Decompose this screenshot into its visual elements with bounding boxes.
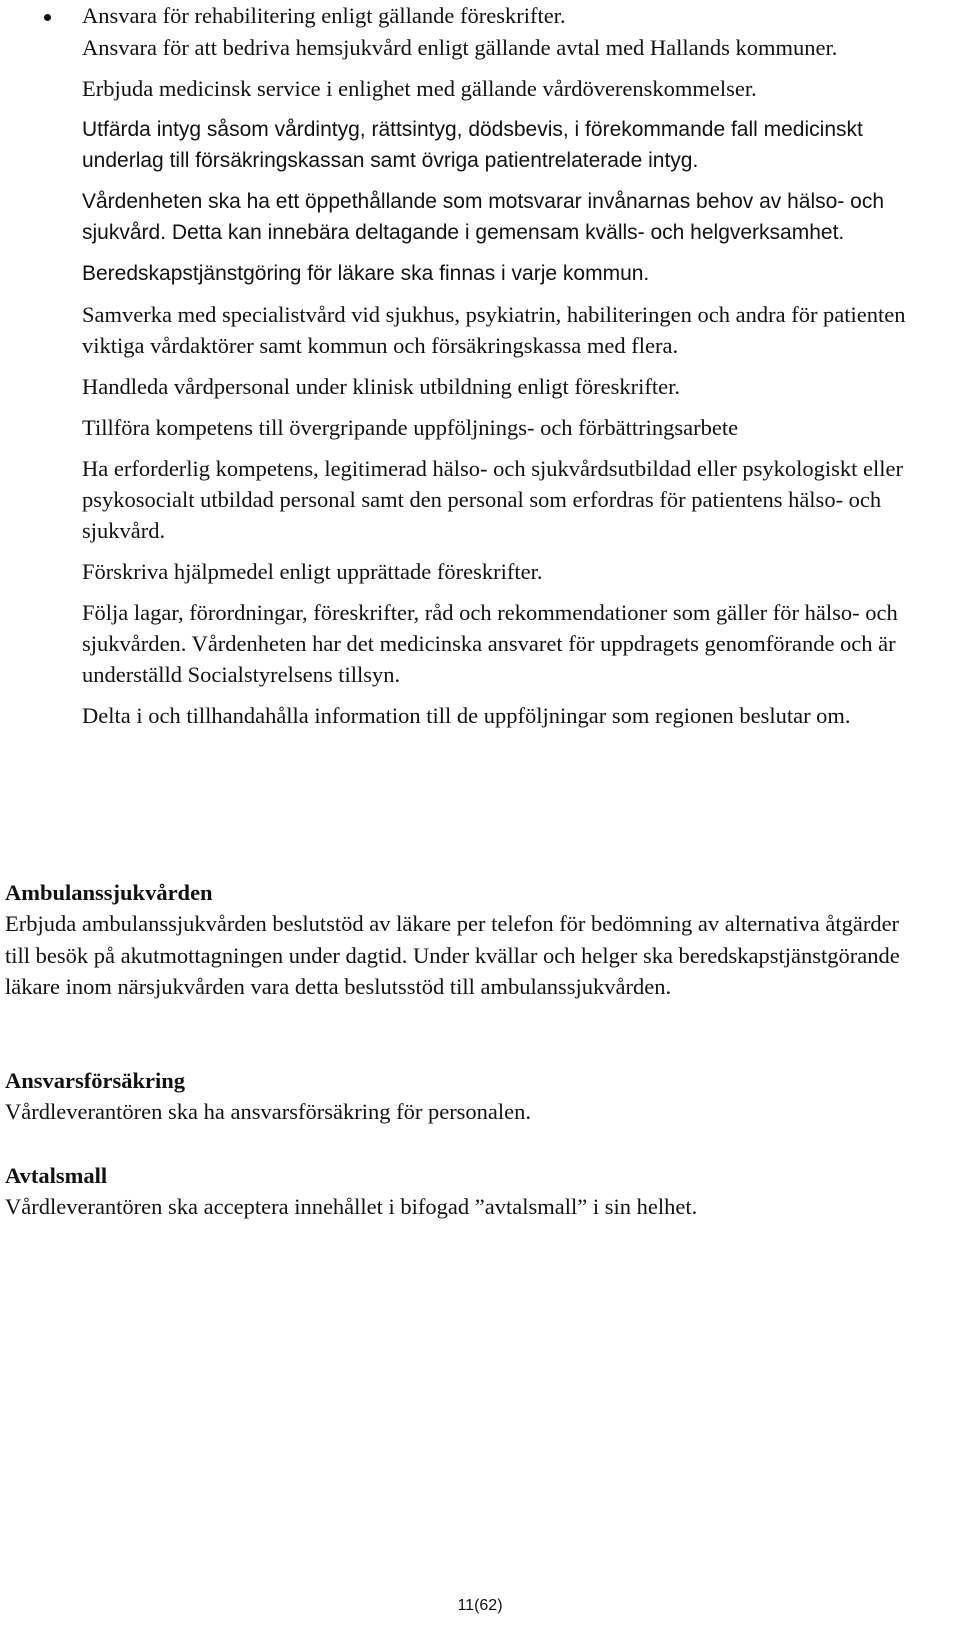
list-item (42, 0, 922, 31)
list-item-text: Utfärda intyg såsom vårdintyg, rättsintyg, dödsbevis, i förekommande fall medicinskt underlag till försäkringskassan samt övriga patientrelaterade intyg. (82, 118, 863, 172)
list-item-text: Erbjuda medicinsk service i enlighet med gällande vårdöverenskommelser. (82, 76, 757, 101)
list-item (42, 453, 922, 546)
list-item-text: Ansvara för rehabilitering enligt gällande föreskrifter. (82, 3, 566, 28)
list-item-text: Förskriva hjälpmedel enligt upprättade föreskrifter. (82, 559, 543, 584)
list-item-text: Handleda vårdpersonal under klinisk utbildning enligt föreskrifter. (82, 374, 680, 399)
list-item-text: Ansvara för att bedriva hemsjukvård enligt gällande avtal med Hallands kommuner. (82, 35, 838, 60)
responsibility-list (42, 0, 922, 741)
list-item (42, 299, 922, 361)
list-item-text: Beredskapstjänstgöring för läkare ska finnas i varje kommun. (82, 262, 650, 285)
section-text: Vårdleverantören ska ha ansvarsförsäkring för personalen. (5, 1099, 532, 1124)
list-item (42, 597, 922, 690)
section-text: Vårdleverantören ska acceptera innehållet i bifogad ”avtalsmall” i sin helhet. (5, 1194, 698, 1219)
page-number: 11(62) (457, 1597, 503, 1614)
list-item (42, 556, 922, 587)
list-item-text: Följa lagar, förordningar, föreskrifter, råd och rekommendationer som gäller för hälso- och sjukvården. Vårdenheten har det medicinska ansvaret för uppdragets genomförande och är underställd Socialstyrelsens tillsyn. (82, 600, 898, 687)
section-avtalsmall (5, 1160, 915, 1223)
list-item (42, 258, 922, 289)
section-heading: Ambulanssjukvården (5, 880, 213, 905)
list-item (42, 700, 922, 731)
list-item (42, 371, 922, 402)
section-ansvarsforsakring (5, 1065, 915, 1128)
section-ambulanssjukvarden (5, 877, 915, 1003)
list-item (42, 114, 922, 176)
list-item (42, 32, 922, 63)
list-item-text: Delta i och tillhandahålla information till de uppföljningar som regionen beslutar om. (82, 703, 851, 728)
section-text: Erbjuda ambulanssjukvården beslutstöd av läkare per telefon för bedömning av alternativa åtgärder till besök på akutmottagningen under dagtid. Under kvällar och helger ska beredskapstjänstgörande läkare inom närsjukvården vara detta beslutsstöd till ambulanssjukvården. (5, 911, 900, 999)
list-item-text: Tillföra kompetens till övergripande uppföljnings- och förbättringsarbete (82, 415, 739, 440)
list-item (42, 73, 922, 104)
list-item (42, 412, 922, 443)
section-heading: Avtalsmall (5, 1163, 108, 1188)
list-item-text: Ha erforderlig kompetens, legitimerad hälso- och sjukvårdsutbildad eller psykologiskt eller psykosocialt utbildad personal samt den personal som erfordras för patientens hälso- och sjukvård. (82, 456, 904, 543)
section-heading: Ansvarsförsäkring (5, 1068, 186, 1093)
list-item-text: Samverka med specialistvård vid sjukhus, psykiatrin, habiliteringen och andra för patienten viktiga vårdaktörer samt kommun och försäkringskassa med flera. (82, 302, 906, 358)
list-item (42, 186, 922, 248)
list-item-text: Vårdenheten ska ha ett öppethållande som motsvarar invånarnas behov av hälso- och sjukvård. Detta kan innebära deltagande i gemensam kvälls- och helgverksamhet. (82, 190, 884, 244)
